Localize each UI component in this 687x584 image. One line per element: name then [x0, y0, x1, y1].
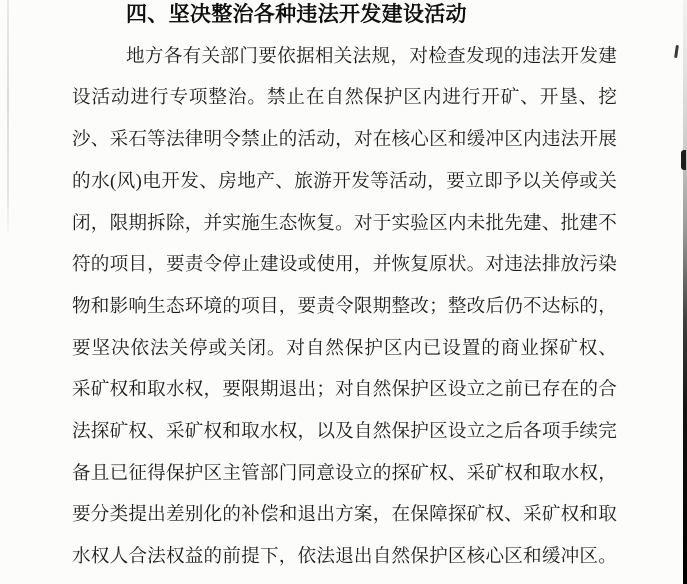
document-body — [72, 0, 617, 578]
text-line: 要坚决依法关停或关闭。对自然保护区内已设置的商业探矿权、 — [72, 337, 617, 359]
text-line: 采矿权和取水权，要限期退出；对自然保护区设立之前已存在的合 — [72, 379, 618, 401]
scan-speck-icon — [674, 45, 679, 58]
text-line: 水权人合法权益的前提下，依法退出自然保护区核心区和缓冲区。 — [72, 546, 618, 568]
text-line: 的水(风)电开发、房地产、旅游开发等活动，要立即予以关停或关 — [72, 170, 617, 192]
text-line: 备且已征得保护区主管部门同意设立的探矿权、采矿权和取水权， — [72, 462, 618, 484]
left-edge-scan-line — [7, 0, 9, 238]
text-line: 符的项目，要责令停止建设或使用，并恢复原状。对违法排放污染 — [72, 254, 618, 276]
text-line: 物和影响生态环境的项目，要责令限期整改；整改后仍不达标的， — [72, 295, 618, 317]
text-line: 设活动进行专项整治。禁止在自然保护区内进行开矿、开垦、挖 — [72, 87, 617, 109]
scan-speck-icon — [681, 150, 686, 170]
section-heading: 四、坚决整治各种违法开发建设活动 — [126, 2, 467, 26]
text-line: 地方各有关部门要依据相关法规，对检查发现的违法开发建 — [126, 45, 617, 67]
text-line: 要分类提出差别化的补偿和退出方案，在保障探矿权、采矿权和取 — [72, 504, 618, 526]
text-line: 沙、采石等法律明令禁止的活动，对在核心区和缓冲区内违法开展 — [72, 129, 618, 151]
text-line: 闭，限期拆除，并实施生态恢复。对于实验区内未批先建、批建不 — [72, 212, 618, 234]
text-line: 法探矿权、采矿权和取水权，以及自然保护区设立之后各项手续完 — [72, 421, 618, 443]
right-edge-scan-line — [683, 0, 687, 584]
